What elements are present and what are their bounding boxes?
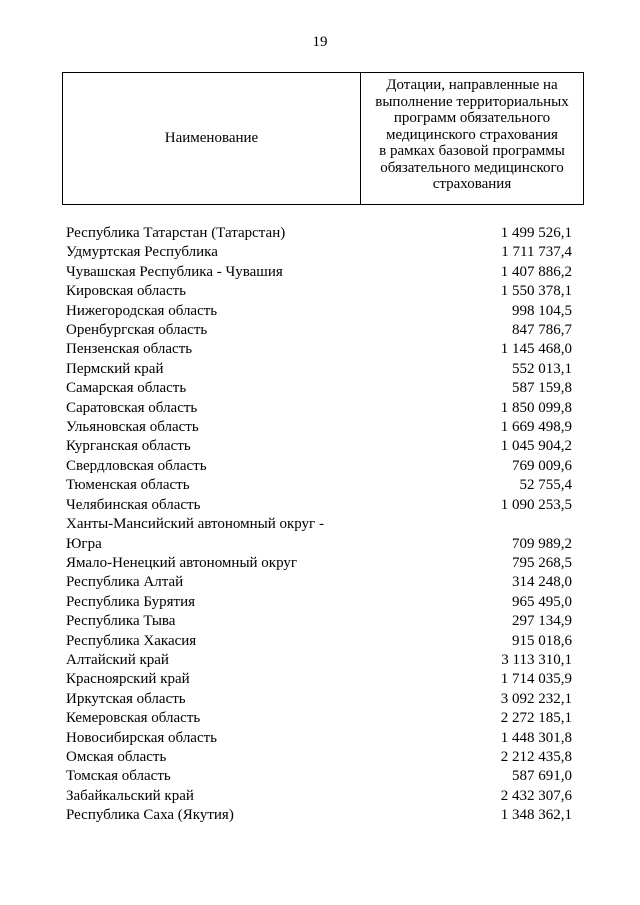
subsidy-value: 1 669 498,9 <box>500 419 572 436</box>
region-name: Свердловская область <box>66 457 207 474</box>
subsidy-value: 3 113 310,1 <box>501 651 572 668</box>
table-row <box>66 767 572 786</box>
table-row <box>66 418 572 437</box>
table-row <box>66 670 572 689</box>
table-row <box>66 651 572 670</box>
table-row <box>66 340 572 359</box>
region-name: Чувашская Республика - Чувашия <box>66 263 283 280</box>
region-name: Республика Тыва <box>66 613 176 630</box>
table-header <box>62 72 584 205</box>
subsidy-value: 297 134,9 <box>512 613 572 630</box>
subsidy-value: 2 212 435,8 <box>500 748 572 765</box>
subsidy-value: 52 755,4 <box>519 477 572 494</box>
region-name: Ханты-Мансийский автономный округ - Югра <box>66 516 324 552</box>
table-row <box>66 632 572 651</box>
region-name: Республика Алтай <box>66 574 184 591</box>
region-name: Забайкальский край <box>66 787 194 804</box>
region-name: Красноярский край <box>66 671 190 688</box>
region-name: Республика Саха (Якутия) <box>66 807 234 824</box>
table-row <box>66 437 572 456</box>
table-row <box>66 573 572 592</box>
header-value-line: программ обязательного <box>393 110 551 126</box>
table-row <box>66 224 572 243</box>
region-name: Самарская область <box>66 380 187 397</box>
region-name: Удмуртская Республика <box>66 244 218 261</box>
subsidy-value: 2 272 185,1 <box>500 710 572 727</box>
region-name: Тюменская область <box>66 477 190 494</box>
table-row <box>66 496 572 515</box>
subsidy-value: 1 090 253,5 <box>500 496 572 513</box>
table-row <box>66 476 572 495</box>
subsidy-value: 2 432 307,6 <box>500 787 572 804</box>
region-name: Алтайский край <box>66 651 169 668</box>
subsidy-value: 1 550 378,1 <box>500 283 572 300</box>
region-name: Кировская область <box>66 283 187 300</box>
page-number: 19 <box>312 34 328 50</box>
table-row <box>66 554 572 573</box>
subsidy-value: 998 104,5 <box>512 302 572 319</box>
region-name: Республика Татарстан (Татарстан) <box>66 225 286 241</box>
table-row <box>66 243 572 262</box>
table-row <box>66 748 572 767</box>
region-name: Саратовская область <box>66 399 198 416</box>
table-row <box>66 457 572 476</box>
table-row <box>66 593 572 612</box>
subsidy-value: 709 989,2 <box>512 535 572 552</box>
table-row <box>66 690 572 709</box>
header-value-line: Дотации, направленные на <box>386 77 558 93</box>
header-value-column <box>361 73 583 204</box>
subsidy-value: 847 786,7 <box>512 322 572 339</box>
header-value-line: выполнение территориальных <box>375 93 569 110</box>
header-value-line: страхования <box>432 176 512 192</box>
table-row <box>66 282 572 301</box>
subsidy-value: 1 448 301,8 <box>500 729 572 746</box>
region-name: Ульяновская область <box>66 419 199 436</box>
region-name: Томская область <box>66 768 171 785</box>
region-name: Оренбургская область <box>66 322 208 339</box>
header-value-line: медицинского страхования <box>386 126 558 143</box>
table-row <box>66 729 572 748</box>
region-name: Омская область <box>66 748 167 765</box>
header-value-line: в рамках базовой программы <box>379 143 565 159</box>
region-name: Республика Хакасия <box>66 632 197 649</box>
subsidy-value: 1 499 526,1 <box>500 225 572 241</box>
table-row <box>66 806 572 825</box>
subsidy-value: 587 691,0 <box>512 768 572 785</box>
region-name: Новосибирская область <box>66 729 218 746</box>
region-name: Челябинская область <box>66 496 201 513</box>
region-name: Ямало-Ненецкий автономный округ <box>66 554 298 571</box>
table-row <box>66 399 572 418</box>
region-name: Курганская область <box>66 438 191 455</box>
subsidy-value: 1 714 035,9 <box>500 671 572 688</box>
table-row <box>66 709 572 728</box>
region-name: Иркутская область <box>66 690 186 707</box>
subsidy-value: 1 348 362,1 <box>500 807 572 824</box>
subsidy-value: 795 268,5 <box>512 554 572 571</box>
subsidy-value: 1 407 886,2 <box>500 263 572 280</box>
subsidy-value: 769 009,6 <box>512 457 572 474</box>
subsidy-value: 965 495,0 <box>512 593 572 610</box>
region-name: Республика Бурятия <box>66 593 196 610</box>
subsidy-value: 1 145 468,0 <box>500 341 572 358</box>
header-name-column: Наименование <box>63 73 361 204</box>
subsidy-value: 587 159,8 <box>512 380 572 397</box>
table-row <box>66 263 572 282</box>
subsidy-value: 915 018,6 <box>512 632 572 649</box>
table-row <box>66 302 572 321</box>
table-row <box>66 515 572 554</box>
region-name: Пермский край <box>66 360 164 377</box>
subsidy-value: 552 013,1 <box>512 360 572 377</box>
subsidy-value: 1 711 737,4 <box>501 244 572 261</box>
subsidy-value: 1 045 904,2 <box>500 438 572 455</box>
table-row <box>66 379 572 398</box>
region-name: Пензенская область <box>66 341 193 358</box>
subsidy-value: 314 248,0 <box>512 574 572 591</box>
table-row <box>66 360 572 379</box>
region-name: Кемеровская область <box>66 710 201 727</box>
subsidy-value: 1 850 099,8 <box>500 399 572 416</box>
table-body <box>66 224 572 826</box>
region-name: Нижегородская область <box>66 302 218 319</box>
table-row <box>66 787 572 806</box>
subsidy-value: 3 092 232,1 <box>500 690 572 707</box>
table-row <box>66 612 572 631</box>
table-row <box>66 321 572 340</box>
header-value-line: обязательного медицинского <box>380 159 564 176</box>
